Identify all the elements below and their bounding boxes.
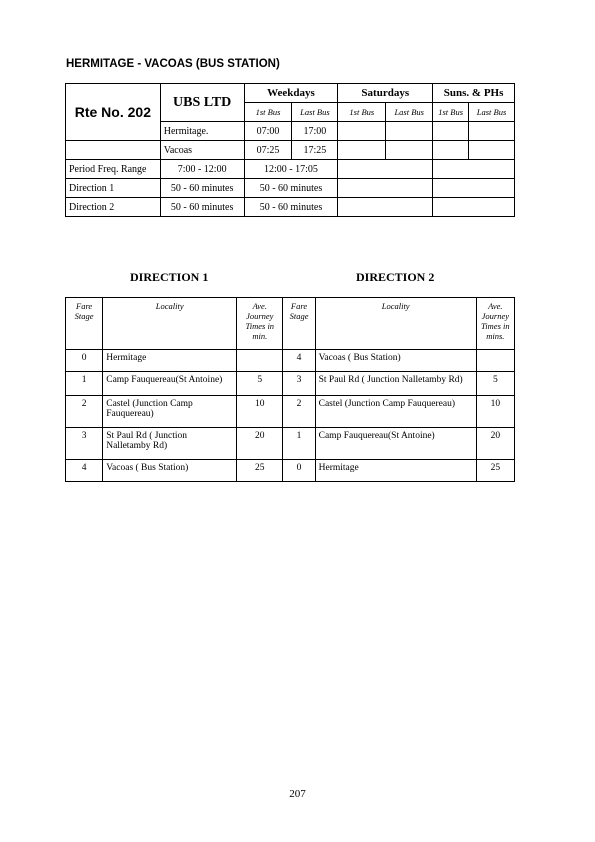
fare-stage-header: Fare Stage [66, 298, 103, 350]
period-range-1: 7:00 - 12:00 [160, 160, 244, 179]
empty-cell [338, 141, 386, 160]
schedule-table [65, 83, 515, 217]
table-row [66, 396, 515, 428]
direction-freq: 50 - 60 minutes [244, 198, 338, 217]
empty-cell [433, 179, 515, 198]
empty-cell [433, 122, 469, 141]
locality: Hermitage [103, 350, 237, 372]
empty-cell [338, 198, 433, 217]
empty-cell [469, 122, 515, 141]
page-number: 207 [289, 788, 306, 800]
weekdays-header: Weekdays [244, 84, 338, 103]
journey-time [237, 350, 283, 372]
fare-stage: 3 [66, 428, 103, 460]
locality: Hermitage [315, 460, 476, 482]
fare-stage: 4 [66, 460, 103, 482]
direction-freq: 50 - 60 minutes [160, 198, 244, 217]
page-title: HERMITAGE - VACOAS (BUS STATION) [66, 58, 280, 70]
table-row [66, 372, 515, 396]
journey-time: 10 [237, 396, 283, 428]
journey-time: 5 [237, 372, 283, 396]
direction-freq: 50 - 60 minutes [244, 179, 338, 198]
table-row [66, 460, 515, 482]
last-bus-label: Last Bus [386, 103, 433, 122]
last-bus-label: Last Bus [292, 103, 338, 122]
journey-time-header: Ave. Journey Times in min. [237, 298, 283, 350]
locality-header: Locality [315, 298, 476, 350]
locality: Vacoas ( Bus Station) [103, 460, 237, 482]
empty-cell [386, 141, 433, 160]
empty-cell [433, 160, 515, 179]
journey-time-header: Ave. Journey Times in mins. [476, 298, 514, 350]
direction-freq: 50 - 60 minutes [160, 179, 244, 198]
first-bus-time: 07:00 [244, 122, 292, 141]
empty-cell [338, 160, 433, 179]
fare-stage: 0 [283, 460, 315, 482]
last-bus-label: Last Bus [469, 103, 515, 122]
empty-cell [338, 122, 386, 141]
period-range-2: 12:00 - 17:05 [244, 160, 338, 179]
operator-name: UBS LTD [160, 84, 244, 122]
locality: Camp Fauquereau(St Antoine) [103, 372, 237, 396]
fare-stage: 1 [283, 428, 315, 460]
journey-time: 25 [476, 460, 514, 482]
empty-cell [433, 141, 469, 160]
direction-table [65, 297, 515, 482]
last-bus-time: 17:25 [292, 141, 338, 160]
fare-stage: 4 [283, 350, 315, 372]
stop-name: Vacoas [160, 141, 244, 160]
fare-stage: 2 [66, 396, 103, 428]
first-bus-label: 1st Bus [338, 103, 386, 122]
locality: Vacoas ( Bus Station) [315, 350, 476, 372]
first-bus-label: 1st Bus [244, 103, 292, 122]
fare-stage: 2 [283, 396, 315, 428]
fare-stage: 3 [283, 372, 315, 396]
first-bus-time: 07:25 [244, 141, 292, 160]
empty-cell [469, 141, 515, 160]
empty-cell [386, 122, 433, 141]
first-bus-label: 1st Bus [433, 103, 469, 122]
fare-stage: 0 [66, 350, 103, 372]
locality: St Paul Rd ( Junction Nalletamby Rd) [103, 428, 237, 460]
saturdays-header: Saturdays [338, 84, 433, 103]
stop-name: Hermitage. [160, 122, 244, 141]
sundays-header: Suns. & PHs [433, 84, 515, 103]
table-row [66, 428, 515, 460]
direction-label: Direction 1 [66, 179, 161, 198]
journey-time: 20 [237, 428, 283, 460]
journey-time: 10 [476, 396, 514, 428]
empty-cell [433, 198, 515, 217]
locality: St Paul Rd ( Junction Nalletamby Rd) [315, 372, 476, 396]
fare-stage-header: Fare Stage [283, 298, 315, 350]
journey-time: 20 [476, 428, 514, 460]
last-bus-time: 17:00 [292, 122, 338, 141]
direction-1-heading: DIRECTION 1 [130, 270, 209, 284]
journey-time: 25 [237, 460, 283, 482]
direction-label: Direction 2 [66, 198, 161, 217]
locality: Camp Fauquereau(St Antoine) [315, 428, 476, 460]
fare-stage: 1 [66, 372, 103, 396]
journey-time: 5 [476, 372, 514, 396]
journey-time [476, 350, 514, 372]
locality: Castel (Junction Camp Fauquereau) [103, 396, 237, 428]
period-label: Period Freq. Range [66, 160, 161, 179]
locality: Castel (Junction Camp Fauquereau) [315, 396, 476, 428]
locality-header: Locality [103, 298, 237, 350]
empty-cell [338, 179, 433, 198]
direction-2-heading: DIRECTION 2 [356, 270, 435, 284]
empty-cell [66, 141, 161, 160]
route-number: Rte No. 202 [66, 84, 161, 141]
table-row [66, 350, 515, 372]
